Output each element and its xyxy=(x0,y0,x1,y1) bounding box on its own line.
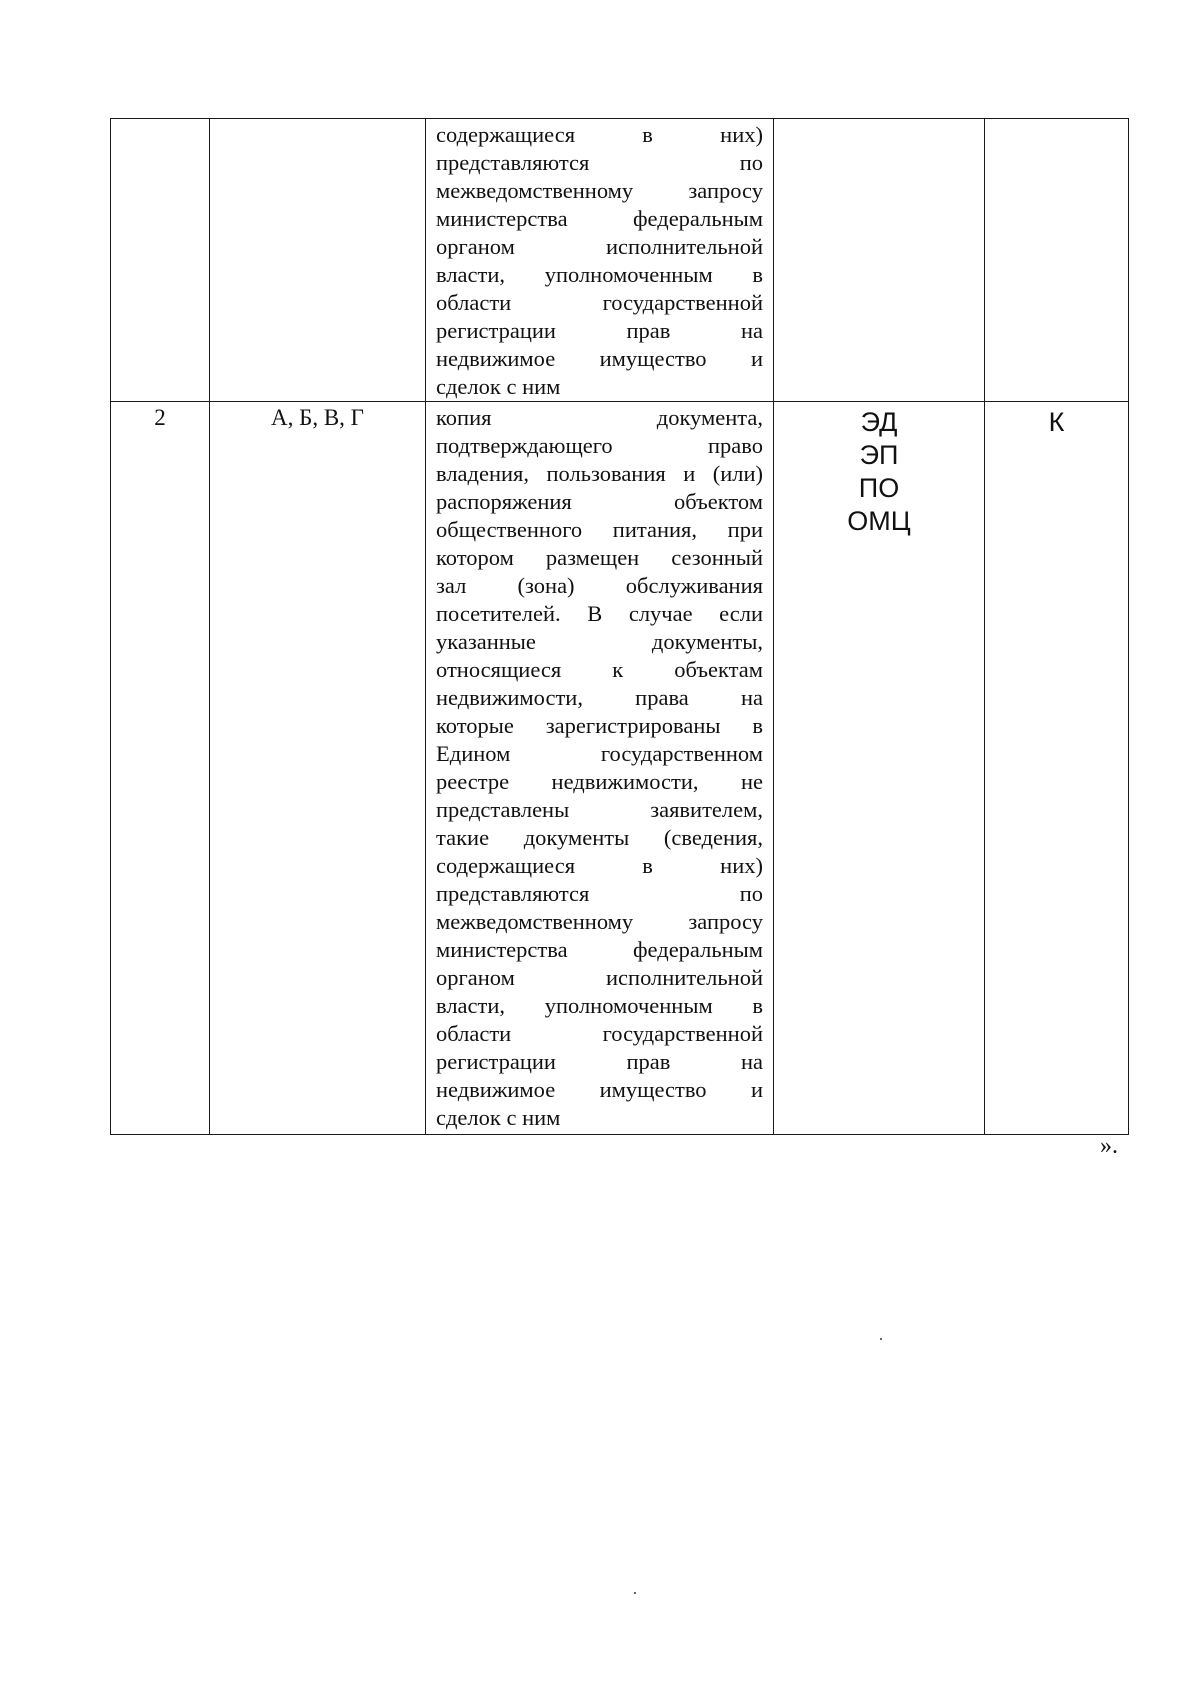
description-line: власти, уполномоченным в xyxy=(436,993,763,1018)
description-line: недвижимости, права на xyxy=(436,685,763,710)
description-line: министерства федеральным xyxy=(436,937,763,962)
row-number xyxy=(111,119,209,121)
result-cell xyxy=(985,402,1129,1135)
description-line: зал (зона) обслуживания xyxy=(436,573,763,598)
submission-form-item: ОМЦ xyxy=(847,506,911,536)
applicant-categories-cell xyxy=(210,119,426,402)
description-line: власти, уполномоченным в xyxy=(436,262,763,287)
submission-form-item: ЭП xyxy=(859,440,899,470)
submission-forms xyxy=(774,119,984,123)
document-description-cell xyxy=(426,119,774,402)
document-description xyxy=(426,119,773,401)
description-line: Едином государственном xyxy=(436,741,763,766)
submission-form-item: ЭД xyxy=(860,407,898,437)
scan-speck xyxy=(880,1338,882,1340)
description-line: недвижимое имущество и xyxy=(436,1077,763,1102)
table-row xyxy=(111,119,1129,402)
description-line: представляются по xyxy=(436,150,763,175)
description-line: такие документы (сведения, xyxy=(436,825,763,850)
document-description-cell xyxy=(426,402,774,1135)
closing-quote-mark: ». xyxy=(1100,1133,1118,1159)
description-line: общественного питания, при xyxy=(436,517,763,542)
result-code: К xyxy=(1048,407,1065,437)
table-row xyxy=(111,402,1129,1135)
description-line: распоряжения объектом xyxy=(436,489,763,514)
description-line: указанные документы, xyxy=(436,629,763,654)
description-line: области государственной xyxy=(436,1021,763,1046)
description-line: сделок с ним xyxy=(436,374,561,399)
description-line: министерства федеральным xyxy=(436,206,763,231)
document-description xyxy=(426,402,773,1132)
applicant-categories-cell xyxy=(210,402,426,1135)
description-line: копия документа, xyxy=(436,405,763,430)
description-line: относящиеся к объектам xyxy=(436,657,763,682)
description-line: межведомственному запросу xyxy=(436,178,763,203)
description-line: содержащиеся в них) xyxy=(436,853,763,878)
description-line: органом исполнительной xyxy=(436,965,763,990)
description-line: котором размещен сезонный xyxy=(436,545,763,570)
description-line: содержащиеся в них) xyxy=(436,122,763,147)
submission-forms-cell xyxy=(774,119,985,402)
description-line: представлены заявителем, xyxy=(436,797,763,822)
row-number: 2 xyxy=(154,405,166,430)
row-number-cell xyxy=(111,402,210,1135)
description-line: органом исполнительной xyxy=(436,234,763,259)
description-line: реестре недвижимости, не xyxy=(436,769,763,794)
applicant-categories: А, Б, В, Г xyxy=(271,405,364,430)
description-line: межведомственному запросу xyxy=(436,909,763,934)
description-line: регистрации прав на xyxy=(436,318,763,343)
description-line: сделок с ним xyxy=(436,1105,561,1130)
row-number-cell xyxy=(111,119,210,402)
description-line: недвижимое имущество и xyxy=(436,346,763,371)
description-line: области государственной xyxy=(436,290,763,315)
description-line: посетителей. В случае если xyxy=(436,601,763,626)
submission-form-item: ПО xyxy=(858,473,900,503)
description-line: регистрации прав на xyxy=(436,1049,763,1074)
scan-speck xyxy=(634,1592,636,1594)
submission-forms xyxy=(774,402,984,538)
description-line: которые зарегистрированы в xyxy=(436,713,763,738)
submission-forms-cell xyxy=(774,402,985,1135)
result-cell xyxy=(985,119,1129,402)
description-line: владения, пользования и (или) xyxy=(436,461,763,486)
document-table xyxy=(110,118,1129,1135)
description-line: подтверждающего право xyxy=(436,433,763,458)
result-code xyxy=(985,119,1128,123)
description-line: представляются по xyxy=(436,881,763,906)
applicant-categories xyxy=(210,119,425,121)
